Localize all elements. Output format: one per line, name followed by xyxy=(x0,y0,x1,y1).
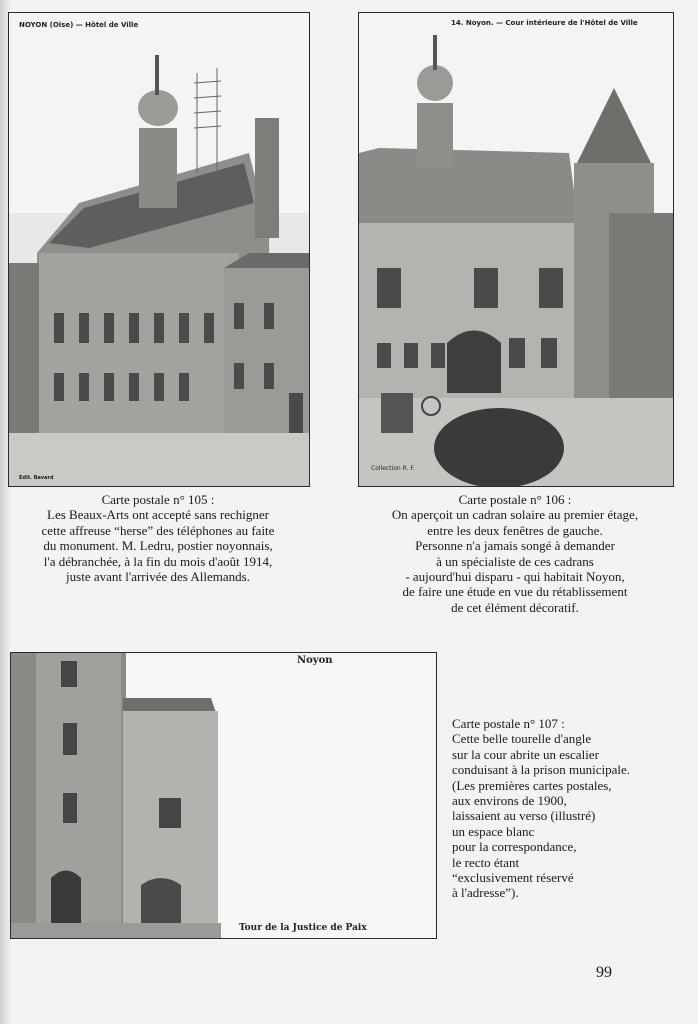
postcard-107-footer: Tour de la Justice de Paix xyxy=(239,923,367,933)
caption-line: “exclusivement réservé xyxy=(452,870,574,886)
caption-line: de cet élément décoratif. xyxy=(451,599,579,615)
caption-line: le recto étant xyxy=(452,854,520,870)
caption-line: Carte postale n° 106 : xyxy=(458,492,572,507)
caption-line: sur la cour abrite un escalier xyxy=(452,746,599,762)
caption-line: aux environs de 1900, xyxy=(452,793,567,809)
caption-line: entre les deux fenêtres de gauche. xyxy=(427,522,603,538)
caption-line: un espace blanc xyxy=(452,823,535,839)
postcard-105-publisher: Edit. Bavard xyxy=(19,475,54,481)
justice-de-paix-tower-illustration xyxy=(11,653,436,938)
page-number: 99 xyxy=(596,964,612,981)
caption-line: On aperçoit un cadran solaire au premier étage, xyxy=(391,507,639,523)
postcard-107-header: Noyon xyxy=(297,655,333,666)
caption-line: pour la correspondance, xyxy=(452,839,577,855)
postcard-106-header: 14. Noyon. — Cour intérieure de l'Hôtel de Ville xyxy=(451,19,638,27)
caption-line: Cette belle tourelle d'angle xyxy=(452,731,592,747)
postcard-106-image xyxy=(358,12,674,487)
postcard-107-caption xyxy=(452,716,692,901)
hotel-de-ville-facade-illustration xyxy=(9,13,309,486)
caption-line: juste avant l'arrivée des Allemands. xyxy=(66,569,250,585)
caption-line: laissaient au verso (illustré) xyxy=(452,808,596,824)
caption-line: de faire une étude en vue du rétablissement xyxy=(402,584,628,600)
postcard-105-header: NOYON (Oise) — Hôtel de Ville xyxy=(19,21,139,29)
caption-line: (Les premières cartes postales, xyxy=(452,777,612,793)
caption-line: Carte postale n° 105 : xyxy=(101,492,215,507)
caption-line: cette affreuse “herse” des téléphones au faite xyxy=(41,522,275,538)
postcard-106-collection: Collection R. F. xyxy=(371,465,415,472)
caption-line: - aujourd'hui disparu - qui habitait Noyon, xyxy=(405,569,625,585)
caption-line: du monument. M. Ledru, postier noyonnais, xyxy=(43,538,273,554)
courtyard-illustration xyxy=(359,13,673,486)
caption-line: l'a débranchée, à la fin du mois d'août 1914, xyxy=(43,553,273,569)
caption-line: conduisant à la prison municipale. xyxy=(452,762,630,778)
caption-line: Les Beaux-Arts ont accepté sans rechigner xyxy=(47,507,269,523)
caption-line: Personne n'a jamais songé à demander xyxy=(415,538,615,554)
caption-line: à un spécialiste de ces cadrans xyxy=(436,553,594,569)
postcard-105-image xyxy=(8,12,310,487)
postcard-107-image xyxy=(10,652,437,939)
caption-line: Carte postale n° 107 : xyxy=(452,716,565,731)
postcard-105-caption xyxy=(8,492,308,584)
caption-line: à l'adresse”). xyxy=(452,885,519,901)
postcard-106-caption xyxy=(355,492,675,615)
